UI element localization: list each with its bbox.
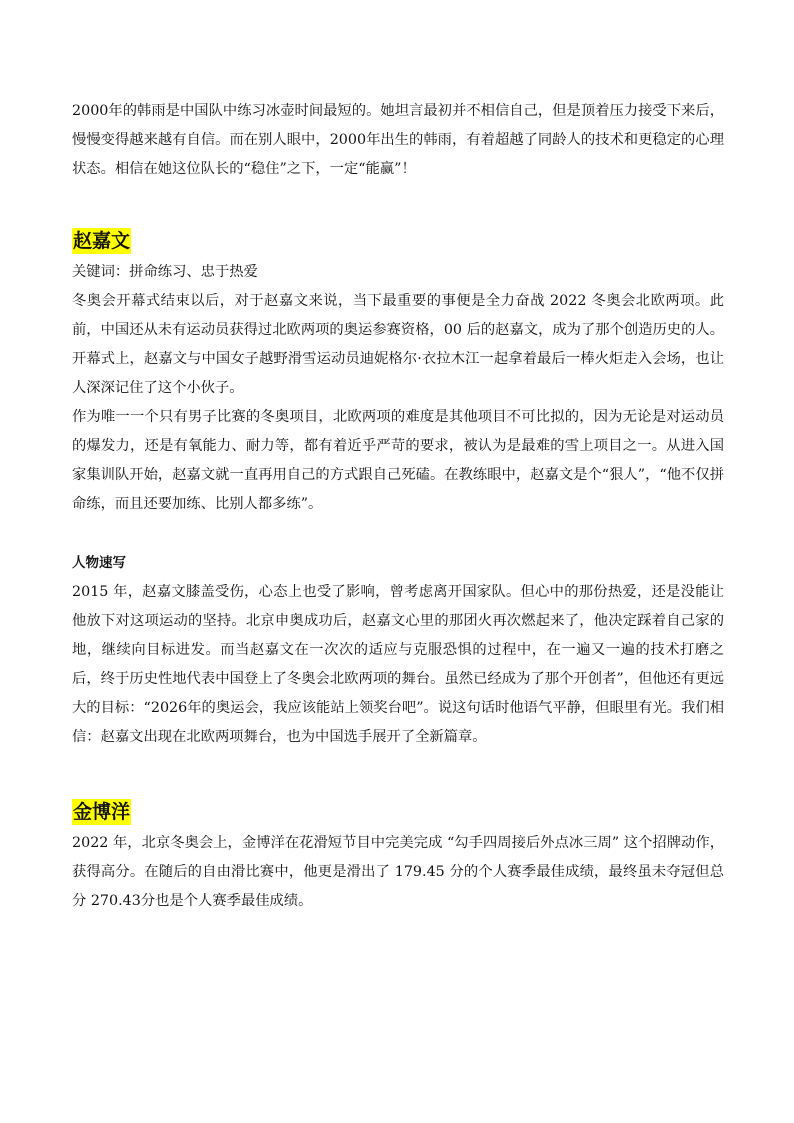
zhao-paragraph-1: 冬奥会开幕式结束以后，对于赵嘉文来说，当下最重要的事便是全力奋战 2022 冬奥会北欧两项。此前，中国还从未有运动员获得过北欧两项的奥运参赛资格，00 后的赵嘉文，成为了那个创造历史的人。开幕式上，赵嘉文与中国女子越野滑雪运动员迪妮格尔·衣拉木江一起拿着最后一棒火炬走入会场，也让人深深记住了这个小伙子。 [72, 293, 724, 396]
section-title-wrap [72, 228, 724, 258]
jin-paragraph: 2022 年，北京冬奥会上，金博洋在花滑短节目中完美完成 “勾手四周接后外点冰三周” 这个招牌动作，获得高分。在随后的自由滑比赛中，他更是滑出了 179.45 分的个人赛季最佳成绩，最终虽未夺冠但总分 270.43分也是个人赛季最佳成绩。 [72, 835, 724, 909]
document-page [72, 97, 724, 916]
section-title-wrap [72, 799, 724, 829]
sketch-heading: 人物速写 [72, 555, 126, 571]
keywords-line: 关键词：拼命练习、忠于热爱 [72, 264, 258, 280]
section-title-zhao-jiawen: 赵嘉文 [73, 230, 131, 252]
intro-paragraph: 2000年的韩雨是中国队中练习冰壶时间最短的。她坦言最初并不相信自己，但是顶着压力接受下来后，慢慢变得越来越有自信。而在别人眼中，2000年出生的韩雨，有着超越了同龄人的技术和更稳定的心理状态。相信在她这位队长的“稳住”之下，一定“能赢”！ [72, 103, 724, 177]
zhao-paragraph-2: 作为唯一一个只有男子比赛的冬奥项目，北欧两项的难度是其他项目不可比拟的，因为无论是对运动员的爆发力，还是有氧能力、耐力等，都有着近乎严苛的要求，被认为是最难的雪上项目之一。从进入国家集训队开始，赵嘉文就一直再用自己的方式跟自己死磕。在教练眼中，赵嘉文是个“狠人”，“他不仅拼命练，而且还要加练、比别人都多练”。 [72, 409, 724, 512]
sketch-paragraph: 2015 年，赵嘉文膝盖受伤，心态上也受了影响，曾考虑离开国家队。但心中的那份热爱，还是没能让他放下对这项运动的坚持。北京申奥成功后，赵嘉文心里的那团火再次燃起来了，他决定踩着自己家的地，继续向目标进发。而当赵嘉文在一次次的适应与克服恐惧的过程中，在一遍又一遍的技术打磨之后，终于历史性地代表中国登上了冬奥会北欧两项的舞台。虽然已经成为了那个开创者”，但他还有更远大的目标：“2026年的奥运会，我应该能站上领奖台吧”。说这句话时他语气平静，但眼里有光。我们相信：赵嘉文出现在北欧两项舞台，也为中国选手展开了全新篇章。 [72, 584, 724, 745]
section-title-jin-boyang: 金博洋 [73, 801, 131, 823]
